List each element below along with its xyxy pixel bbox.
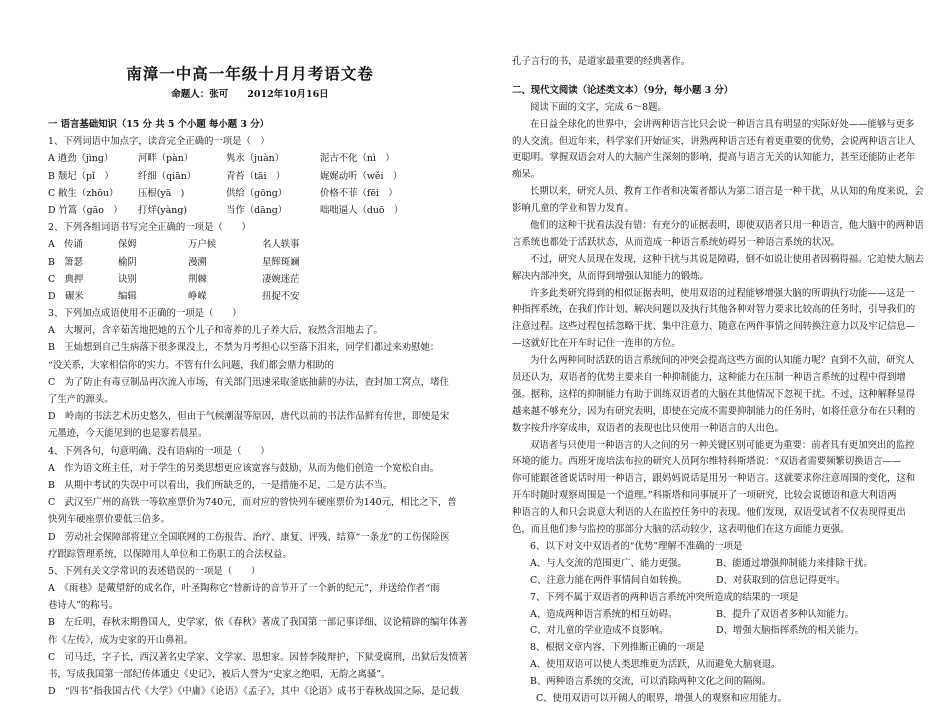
q6-options-row: A、与人交流的范围更广、能力更强。 B、能通过增强抑制能力来排除干扰。 <box>530 557 873 569</box>
passage-line: 数字按升序穿成串，双语者的表现也比只使用一种语言的人出色。 <box>512 422 784 434</box>
q4-line: 快列车硬座票价要低三倍多。 <box>48 514 170 526</box>
section2-header: 二、现代文阅读（论述类文本）（9分，每小题 3 分） <box>512 84 734 96</box>
q2-option-c: C 典押 诀别 荆棘 凄婉迷茫 <box>48 273 300 285</box>
passage-line: 色，而且他们参与监控的那部分大脑的活动较少，这表明他们在这方面能力更强。 <box>512 524 850 536</box>
passage-line: 解决内部冲突，从而得到增强认知能力的锻炼。 <box>512 270 709 282</box>
q1-option-b: B 颓圮（pǐ ） 纤细（qiān） 青苔（tāi ） 娓娓动听（wěi ） <box>48 170 403 182</box>
q2-option-b: B 箫瑟 榆阴 漫溯 星辉斑斓 <box>48 256 300 268</box>
q1-option-c: C 敝生（zhōu） 压根(yā ) 供给（gōng） 价格不菲（fēi ） <box>48 187 398 199</box>
q5-line: D “四书”指我国古代《大学》《中庸》《论语》《孟子》，其中《论语》成书于春秋战国之际，是记载 <box>48 686 459 698</box>
q2-option-a: A 传诵 保姆 万户候 名人轶事 <box>48 239 300 251</box>
passage-line: 言系统也都处于活跃状态，从而造成一种语言系统妨碍另一种语言系统的状况。 <box>512 236 841 248</box>
q3-line: A 大堰河，含辛茹苦地把她的五个儿子和寄养的儿子养大后，寂然含泪地去了。 <box>48 325 383 337</box>
q2-option-d: D 碾米 编辑 峥嵘 扭捉不安 <box>48 290 300 302</box>
question-2: 2、下列各组词语书写完全正确的一项是（ ） <box>48 222 251 234</box>
question-8: 8、根据文章内容，下列推断正确的一项是 <box>530 642 705 654</box>
passage-line: 种指挥系统，在我们作计划、解决问题以及执行其他各种对智力要求比较高的任务时，引导我们的 <box>512 304 916 316</box>
passage-line: —这就好比在开车时记住一连串的方位。 <box>512 338 681 350</box>
q3-line: B 王灿想到自己生病落下很多课没上，不禁为月考担心以至落下泪来，同学们都过来劝慰她： <box>48 342 440 354</box>
author-line: 命题人：张可 2012年10月16日 <box>171 89 329 100</box>
q5-line: 巷诗人”的称号。 <box>48 600 119 612</box>
passage-line: 长期以来，研究人员、教育工作者和决策者都认为第二语言是一种干扰，从认知的角度来说，会 <box>530 186 924 198</box>
question-7: 7、下列不属于双语者的两种语言系统冲突所造成的结果的一项是 <box>530 591 799 603</box>
q3-line: C 为了防止有毒豆制品再次流入市场，有关部门迅速采取釜底抽薪的办法，查封加工窝点，堵住 <box>48 376 449 388</box>
q8-option: A、使用双语可以使人类思维更为活跃，从而避免大脑衰退。 <box>530 659 781 671</box>
passage-line: 为什么两种同时活跃的语言系统间的冲突会提高这些方面的认知能力呢？直到不久前，研究人 <box>530 355 915 367</box>
passage-line: 双语者与只使用一种语言的人之间的另一种关键区别可能更为重要：前者具有更加突出的监控 <box>530 439 915 451</box>
passage-line: 更聪明。掌握双语会对人的大脑产生深刻的影响，提高与语言无关的认知能力，甚至还能防止老年 <box>512 152 916 164</box>
q5-line: B 左丘明，春秋末期鲁国人，史学家，依《春秋》著成了我国第一部记事详细、议论精辟的编年体著 <box>48 617 468 629</box>
q3-line: D 岭南的书法艺术历史悠久，但由于气候潮湿等原因，唐代以前的书法作品鲜有传世，即使是宋 <box>48 411 450 423</box>
q8-option: C、使用双语可以开阔人的眼界，增强人的观察和应用能力。 <box>536 692 787 704</box>
question-6: 6、以下对文中双语者的“优势”理解不准确的一项是 <box>530 540 743 552</box>
q4-line: B 从期中考试的失误中可以看出，我们所缺乏的，一是措施不足，二是方法不当。 <box>48 479 393 491</box>
q7-options-row: A、造成两种语言系统的相互妨碍。 B、提升了双语者多种认知能力。 <box>530 608 855 620</box>
page-title: 南漳一中高一年级十月月考语文卷 <box>126 64 374 83</box>
continuation-line: 孔子言行的书，是道家最重要的经典著作。 <box>512 56 691 67</box>
question-1: 1、下列词语中加点字，读音完全正确的一项是（ ） <box>48 136 270 148</box>
q4-line: C 武汉至广州的高铁一等软座票价为740元，而对应的曾快列车硬座票价为140元，相比之下，普 <box>48 497 457 509</box>
q1-option-a: A 遒劲（jìng） 河畔（pàn） 隽永（juàn） 泥古不化（nì ） <box>48 153 395 165</box>
question-5: 5、下列有关文学常识的表述错误的一项是（ ） <box>48 565 261 577</box>
passage-line: 注意过程。这些过程包括忽略干扰、集中注意力、随意在两件事情之间转换注意力以及牢记信息— <box>512 321 916 333</box>
question-3: 3、下列加点成语使用不正确的一项是（ ） <box>48 308 242 320</box>
q1-option-d: D 竹篙（gāo ） 打烊(yàng) 当作（dāng） 咄咄逼人（duō ） <box>48 204 404 216</box>
passage-line: 种语言的人和只会说意大利语的人在监控任务中的表现。他们发现，双语受试者不仅表现得更出 <box>512 507 906 519</box>
passage-line: 他们的这种干扰看法没有错：有充分的证据表明，即使双语者只用一种语言，他大脑中的两种语 <box>530 220 924 232</box>
passage-line: 在日益全球化的世界中，会讲两种语言比只会说一种语言具有明显的实际好处——能够与更多 <box>530 118 915 130</box>
passage-line: 越来越不够充分，因为有研究表明，即使在完成不需要抑制能力的任务时，如将任意分布在只剩的 <box>512 405 916 417</box>
q3-line: “没关系，大家相信你的实力。不管有什么问题，我们都会鼎力相助的 <box>48 359 335 371</box>
q5-line: 书，写成我国第一部纪传体通史《史记》，被后人誉为“史家之绝唱，无韵之离骚”。 <box>48 669 391 680</box>
passage-line: 你可能跟爸爸说话时用一种语言，跟妈妈说话是用另一种语言。这就要求你注意周围的变化，这和 <box>512 473 916 485</box>
q5-line: A 《雨巷》是戴望舒的成名作，叶圣陶称它“替新诗的音节开了一个新的纪元”，并送给作者“雨 <box>48 583 440 595</box>
q5-line: 作《左传》，成为史家的开山鼻祖。 <box>48 634 194 646</box>
passage-line: 许多此类研究得到的相似证据表明，使用双语的过程能够增强大脑的所谓执行功能——这是一 <box>530 287 915 299</box>
question-4: 4、下列各句，句意明确、没有语病的一项是（ ） <box>48 445 270 457</box>
reading-intro: 阅读下面的文字，完成 6～8题。 <box>530 101 667 113</box>
q5-line: C 司马迁，字子长，西汉著名史学家、文学家、思想家。因替李陵辩护，下狱受腐刑，出狱后发愤著 <box>48 651 468 663</box>
section1-header: 一 语言基础知识（15 分 共 5 个小题 每小题 3 分） <box>48 119 269 130</box>
q4-line: 疗跟踪管理系统，以保障用人单位和工伤职工的合法权益。 <box>48 548 292 560</box>
passage-line: 不过，研究人员现在发现，这种干扰与其说是障碍，倒不如说让使用者因祸得福。它迫使大脑去 <box>530 253 924 265</box>
q8-option: B、两种语言系统的交流，可以消除两种文化之间的隔阂。 <box>530 676 772 688</box>
q4-line: D 劳动社会保障部将建立全国联网的工伤报告、治疗、康复、评残、结算“一条龙”的工伤保险医 <box>48 531 450 543</box>
q7-options-row: C、对儿童的学业造成不良影响。 D、增强大脑指挥系统的相关能力。 <box>530 625 865 637</box>
passage-line: 影响儿童的学业和智力发育。 <box>512 203 634 215</box>
passage-line: 的人交流。但近年来，科学家们开始证实，讲熟两种语言还有着更重要的优势，会说两种语言让人 <box>512 135 916 147</box>
passage-line: 环境的能力。西班牙庞培法布拉的研究人员阿尔维特科斯塔说：“双语者需要频繁切换语言—— <box>512 456 902 468</box>
passage-line: 员还认为，双语者的优势主要来自一种抑制能力，这种能力在压制一种语言系统的过程中得到增 <box>512 372 906 384</box>
q3-line: 了生产的源头。 <box>48 394 114 405</box>
q3-line: 元墨迹，今天能见到的也是寥若晨星。 <box>48 428 208 440</box>
q4-line: A 作为语文班主任，对于学生的另类思想更应该宽容与鼓励，从而为他们创造一个宽松自由。 <box>48 462 440 474</box>
passage-line: 强。据称，这样的抑制能力有助于训练双语者的大脑在其他情况下忽视干扰。不过，这种解释显得 <box>512 388 916 400</box>
passage-line: 开车时随时观察周围是一个道理。”科斯塔和同事展开了一项研究，比较会说德语和意大利语两 <box>512 490 897 502</box>
q6-options-row: C、注意力能在两件事情间自如转换。 D、对获取到的信息记得更牢。 <box>530 574 846 586</box>
passage-line: 痴呆。 <box>512 169 541 181</box>
